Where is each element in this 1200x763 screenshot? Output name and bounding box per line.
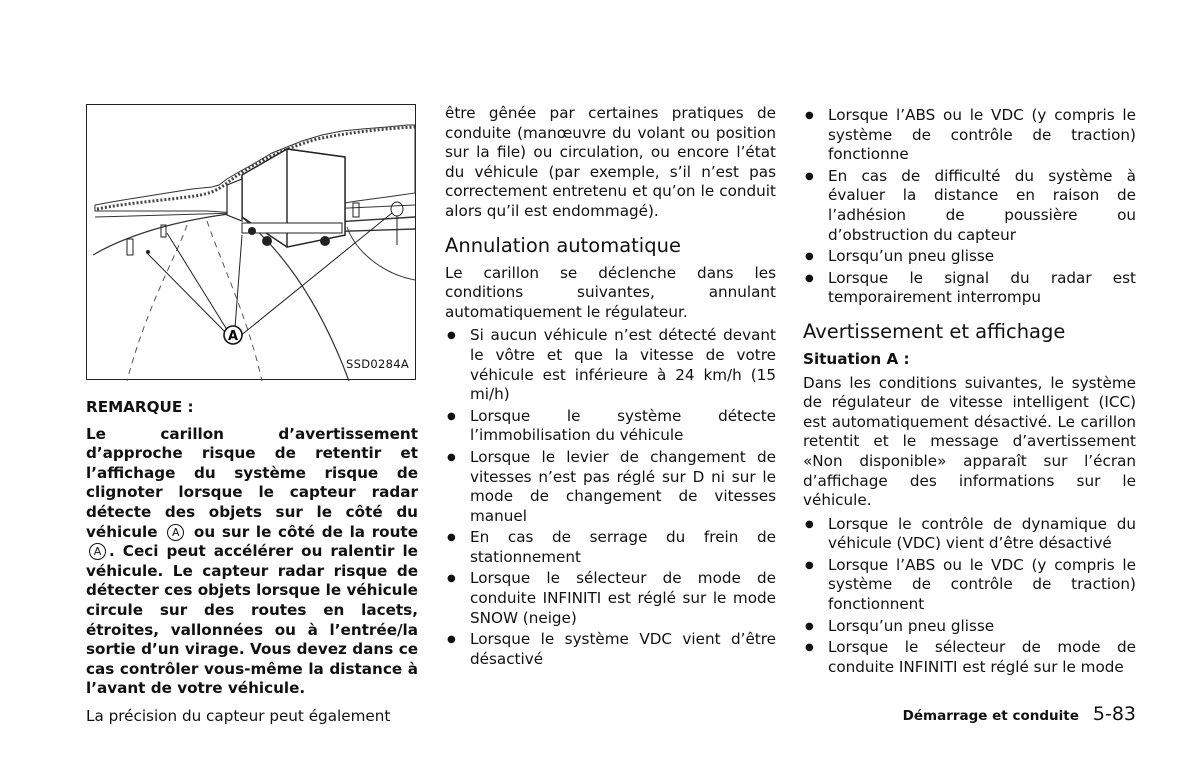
list-item: ● En cas de serrage du frein de stationnement xyxy=(445,528,776,567)
note-title: REMARQUE : xyxy=(86,398,194,416)
list-item: ● Lorsque le signal du radar est temporairement interrompu xyxy=(803,269,1136,308)
auto-cancel-list xyxy=(445,326,776,669)
list-item: ● Lorsque le sélecteur de mode de conduite INFINITI est réglé sur le mode xyxy=(803,638,1136,677)
right-column xyxy=(803,104,1136,677)
radar-illustration xyxy=(86,104,416,380)
situation-a-heading: Situation A : xyxy=(803,349,910,368)
list-item: ● Lorsqu’un pneu glisse xyxy=(803,247,1136,267)
marker-a-label: A xyxy=(227,329,239,344)
list-item: ● Lorsque le levier de changement de vitesses n’est pas réglé sur D ni sur le mode de changement de vitesses manuel xyxy=(445,448,776,526)
section-heading-auto-cancel: Annulation automatique xyxy=(445,233,681,257)
auto-cancel-intro: Le carillon se déclenche dans les conditions suivantes, annulant automatiquement le régulateur. xyxy=(445,263,776,321)
list-item: ● Lorsque l’ABS ou le VDC (y compris le système de contrôle de traction) fonctionne xyxy=(803,106,1136,165)
list-item: ● Lorsque le système VDC vient d’être désactivé xyxy=(445,630,776,669)
circle-a-marker: A xyxy=(167,524,184,541)
page-number: 5-83 xyxy=(1092,703,1136,725)
continuation-paragraph: être gênée par certaines pratiques de conduite (manœuvre du volant ou position sur la file) ou circulation, ou encore l’état du véhicule (par exemple, s’il n’est pas correctement entretenu et qu’on le conduit alors qu’il est endommagé). xyxy=(445,104,776,220)
list-item: ● Lorsque le système détecte l’immobilisation du véhicule xyxy=(445,407,776,446)
list-item: ● Lorsque le sélecteur de mode de conduite INFINITI est réglé sur le mode SNOW (neige) xyxy=(445,569,776,628)
road-truck-illustration xyxy=(87,105,417,381)
section-heading-warning-display: Avertissement et affichage xyxy=(803,319,1066,343)
list-item: ● Lorsqu’un pneu glisse xyxy=(803,617,1136,637)
circle-a-marker-2: A xyxy=(89,543,106,560)
auto-cancel-list-continued xyxy=(803,106,1136,308)
note-part3: . Ceci peut accélérer ou ralentir le véhicule. Le capteur radar risque de détecter ces objets lorsque le véhicule circule sur des routes en lacets, étroites, vallonnées ou à l’entrée/la sortie d’un virage. Vous devez dans ce cas contrôler vous-même la distance à l’avant de votre véhicule. xyxy=(86,542,418,698)
note-part2: ou sur le côté de la route xyxy=(193,522,418,541)
left-column xyxy=(86,104,418,727)
footer-section-title: Démarrage et conduite xyxy=(902,708,1079,724)
situation-a-paragraph: Dans les conditions suivantes, le système de régulateur de vitesse intelligent (ICC) est automatiquement désactivé. Le carillon retentit et le message d’avertissement «Non disponible» apparaît sur l’écran d’affichage des informations sur le véhicule. xyxy=(803,373,1136,510)
figure-code: SSD0284A xyxy=(346,357,409,372)
note-part1: Le carillon d’avertissement d’approche risque de retentir et l’affichage du système risque de clignoter lorsque le capteur radar détecte des objets sur le côté du véhicule xyxy=(86,424,418,541)
list-item: ● Si aucun véhicule n’est détecté devant le vôtre et que la vitesse de votre véhicule est inférieure à 24 km/h (15 mi/h) xyxy=(445,326,776,404)
middle-column xyxy=(445,104,776,669)
list-item: ● En cas de difficulté du système à évaluer la distance en raison de l’adhésion de poussière ou d’obstruction du capteur xyxy=(803,167,1136,245)
note-text xyxy=(86,425,418,699)
situation-a-list xyxy=(803,515,1136,678)
page-footer xyxy=(903,703,1136,725)
list-item: ● Lorsque le contrôle de dynamique du véhicule (VDC) vient d’être désactivé xyxy=(803,515,1136,554)
accuracy-paragraph: La précision du capteur peut également xyxy=(86,706,391,725)
list-item: ● Lorsque l’ABS ou le VDC (y compris le système de contrôle de traction) fonctionnent xyxy=(803,556,1136,615)
